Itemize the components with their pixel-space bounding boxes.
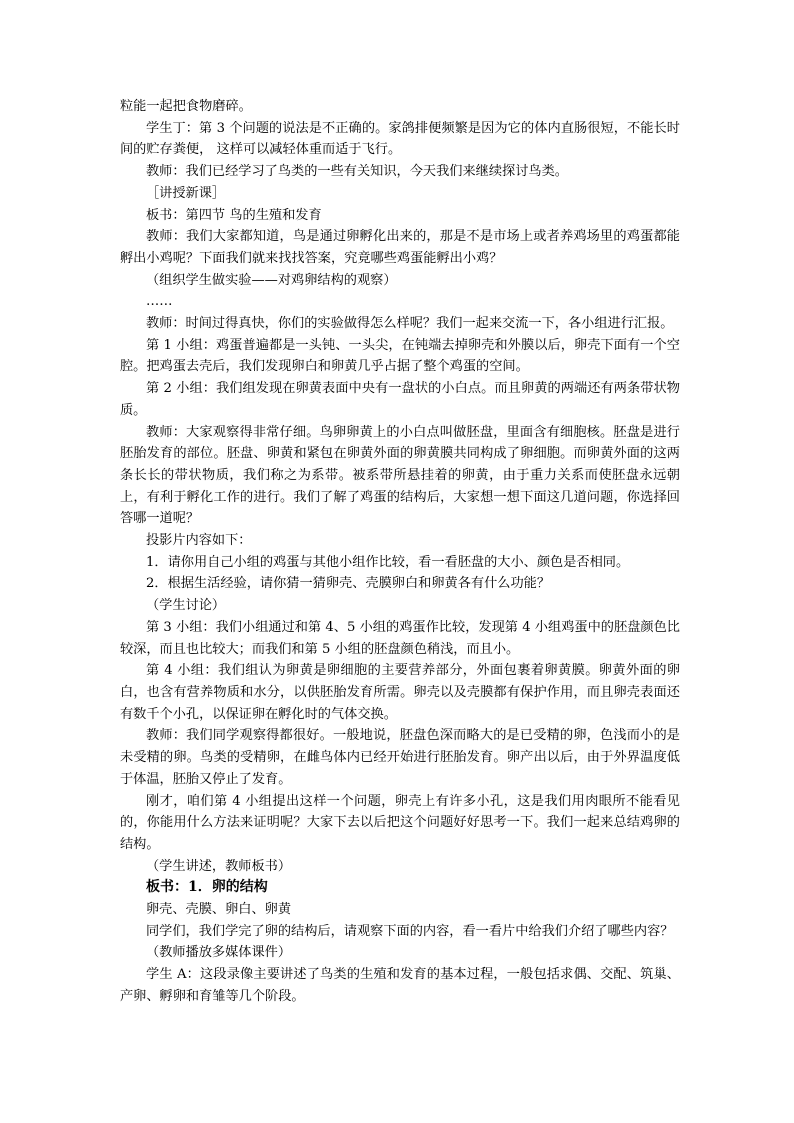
paragraph-18: 第 4 小组：我们组认为卵黄是卵细胞的主要营养部分，外面包裹着卵黄膜。卵黄外面的卵白，也含有营养物质和水分，以供胚胎发育所需。卵壳以及壳膜都有保护作用，而且卵壳表面还有数千个小孔，以保证卵在孵化时的气体交换。 xyxy=(120,663,680,722)
paragraph-20: 刚才，咱们第 4 小组提出这样一个问题，卵壳上有许多小孔，这是我们用肉眼所不能看见的，你能用什么方法来证明呢？大家下去以后把这个问题好好思考一下。我们一起来总结鸡卵的结构。 xyxy=(120,793,680,852)
paragraph-10: 第 1 小组：鸡蛋普遍都是一头钝、一头尖，在钝端去掉卵壳和外膜以后，卵壳下面有一个空腔。把鸡蛋去壳后，我们发现卵白和卵黄几乎占据了整个鸡蛋的空间。 xyxy=(120,337,680,375)
paragraph-4: ［讲授新课］ xyxy=(146,185,226,201)
paragraph-24: 同学们，我们学完了卵的结构后，请观察下面的内容，看一看片中给我们介绍了哪些内容？ xyxy=(146,923,674,939)
paragraph-5: 板书：第四节 鸟的生殖和发育 xyxy=(146,207,322,223)
paragraph-21: （学生讲述，教师板书） xyxy=(146,858,292,874)
paragraph-11: 第 2 小组：我们组发现在卵黄表面中央有一盘状的小白点。而且卵黄的两端还有两条带状物质。 xyxy=(120,381,680,418)
board-heading: 板书：1．卵的结构 xyxy=(146,879,268,896)
paragraph-2: 学生丁：第 3 个问题的说法是不正确的。家鸽排便频繁是因为它的体内直肠很短，不能长时间的贮存粪便， 这样可以减轻体重而适于飞行。 xyxy=(120,120,680,158)
paragraph-19: 教师：我们同学观察得都很好。一般地说，胚盘色深而略大的是已受精的卵，色浅而小的是未受精的卵。鸟类的受精卵，在雌鸟体内已经开始进行胚胎发育。卵产出以后，由于外界温度低于体温，胚胎又停止了发育。 xyxy=(120,728,680,787)
paragraph-3: 教师：我们已经学习了鸟类的一些有关知识，今天我们来继续探讨鸟类。 xyxy=(146,164,568,180)
document-page xyxy=(120,96,680,1008)
paragraph-12: 教师：大家观察得非常仔细。鸟卵卵黄上的小白点叫做胚盘，里面含有细胞核。胚盘是进行胚胎发育的部位。胚盘、卵黄和紧包在卵黄外面的卵黄膜共同构成了卵细胞。而卵黄外面的这两条长长的带状物质，我们称之为系带。被系带所悬挂着的卵黄，由于重力关系而使胚盘永远朝上，有利于孵化工作的进行。我们了解了鸡蛋的结构后，大家想一想下面这几道问题，你选择回答哪一道呢？ xyxy=(120,424,680,527)
paragraph-7: （组织学生做实验——对鸡卵结构的观察） xyxy=(146,272,397,288)
paragraph-26: 学生 A：这段录像主要讲述了鸟类的生殖和发育的基本过程，一般包括求偶、交配、筑巢、产卵、孵卵和育雏等几个阶段。 xyxy=(120,967,680,1004)
paragraph-13: 投影片内容如下： xyxy=(146,533,252,549)
paragraph-23: 卵壳、壳膜、卵白、卵黄 xyxy=(146,902,292,918)
paragraph-16: （学生讨论） xyxy=(146,598,226,614)
paragraph-9: 教师：时间过得真快，你们的实验做得怎么样呢？我们一起来交流一下，各小组进行汇报。 xyxy=(146,316,674,332)
paragraph-15: 2．根据生活经验，请你猜一猜卵壳、壳膜卵白和卵黄各有什么功能？ xyxy=(146,576,551,592)
paragraph-6: 教师：我们大家都知道，鸟是通过卵孵化出来的，那是不是市场上或者养鸡场里的鸡蛋都能孵出小鸡呢？下面我们就来找找答案，究竟哪些鸡蛋能孵出小鸡？ xyxy=(120,229,680,266)
paragraph-8: …… xyxy=(146,294,173,310)
paragraph-25: （教师播放多媒体课件） xyxy=(146,945,292,961)
paragraph-17: 第 3 小组：我们小组通过和第 4、5 小组的鸡蛋作比较，发现第 4 小组鸡蛋中的胚盘颜色比较深，而且也比较大；而我们和第 5 小组的胚盘颜色稍浅，而且小。 xyxy=(120,619,680,657)
paragraph-1: 粒能一起把食物磨碎。 xyxy=(120,99,252,114)
paragraph-14: 1．请你用自己小组的鸡蛋与其他小组作比较，看一看胚盘的大小、颜色是否相同。 xyxy=(146,554,630,570)
